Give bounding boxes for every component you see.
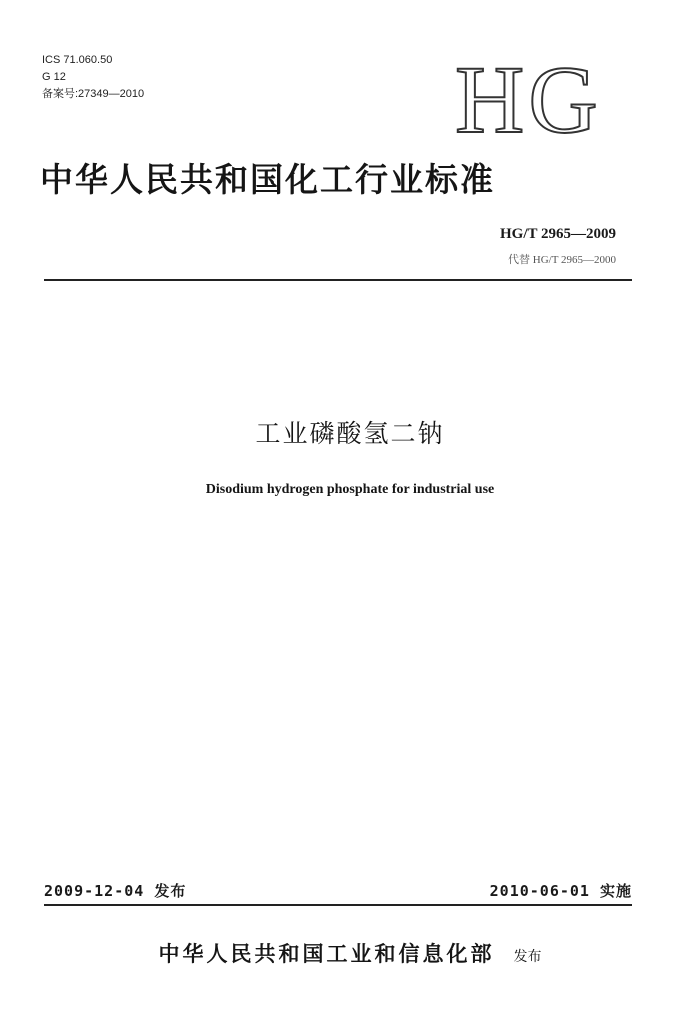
hg-logo: HG (455, 46, 602, 153)
category-code: G 12 (42, 71, 66, 83)
standard-code: HG/T 2965—2009 (500, 226, 616, 242)
issue-date: 2009-12-04 发布 (44, 882, 187, 900)
replaces-note: 代替 HG/T 2965—2000 (508, 254, 616, 266)
publisher-line (0, 938, 700, 968)
ics-code: ICS 71.060.50 (42, 54, 113, 66)
bottom-divider (44, 904, 632, 906)
publisher-organization: 中华人民共和国工业和信息化部 (158, 942, 495, 966)
publisher-action: 发布 (513, 949, 542, 965)
top-divider (44, 279, 632, 281)
classification-block (42, 52, 144, 103)
standard-type-heading: 中华人民共和国化工行业标准 (40, 160, 495, 199)
filing-number: 备案号:27349—2010 (42, 88, 145, 100)
effective-date: 2010-06-01 实施 (489, 882, 632, 900)
document-title-en: Disodium hydrogen phosphate for industrial use (205, 482, 495, 497)
document-title-cn: 工业磷酸氢二钠 (255, 419, 445, 448)
